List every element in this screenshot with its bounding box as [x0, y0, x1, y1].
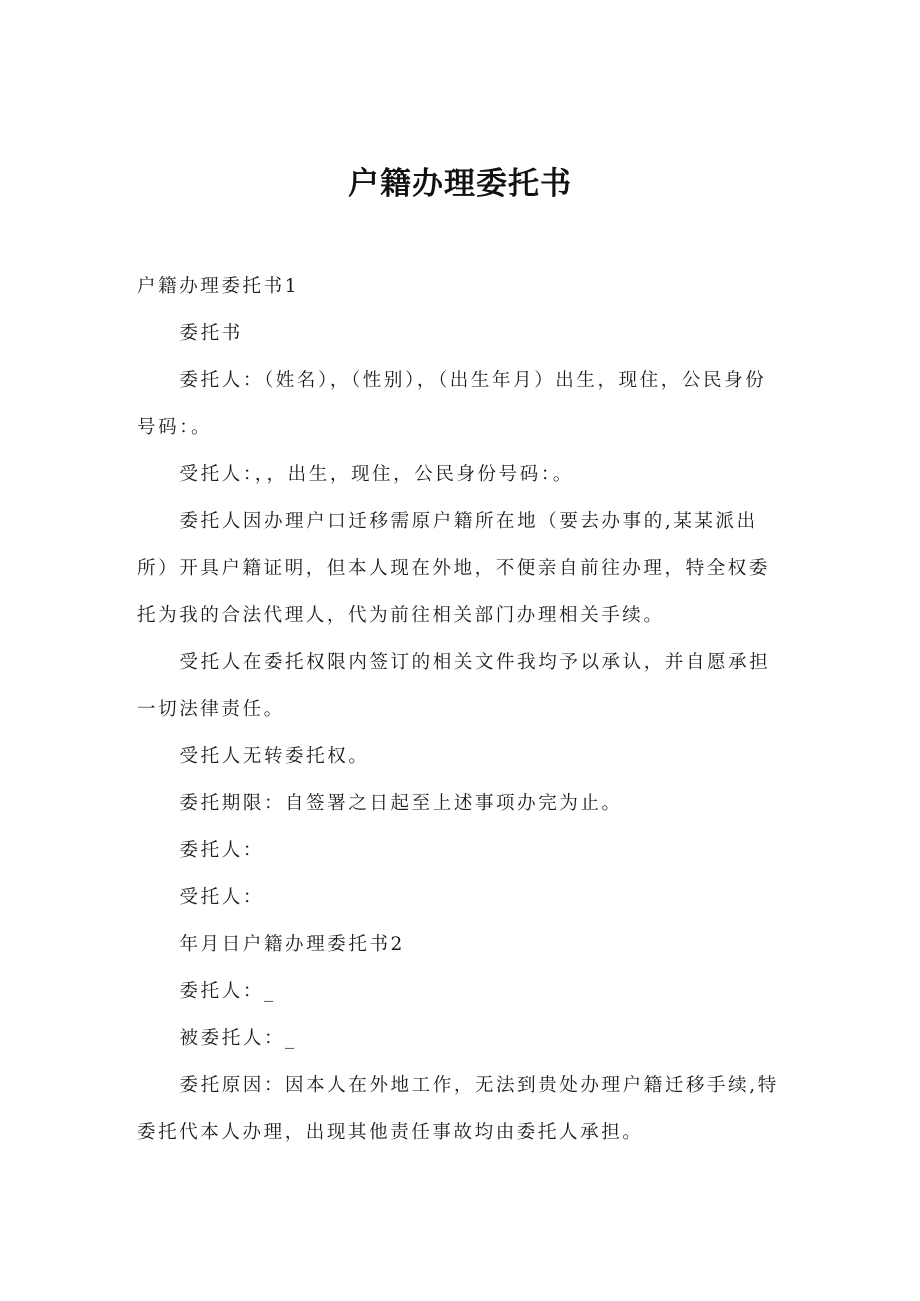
sub-heading: 委托书	[179, 323, 243, 344]
field-agent: 被委托人：_	[179, 1028, 297, 1049]
signature-principal: 委托人：	[179, 840, 264, 861]
field-principal: 委托人：_	[179, 981, 276, 1002]
paragraph-principal-info: 委托人：（姓名），（性别），（出生年月）出生，现住，公民身份号码：。	[137, 370, 767, 438]
paragraph-agent-info: 受托人：，，出生，现住，公民身份号码：。	[179, 464, 574, 485]
date-and-heading-2: 年月日户籍办理委托书2	[179, 934, 405, 955]
document-body	[137, 263, 787, 1156]
paragraph-no-subdelegation: 受托人无转委托权。	[179, 746, 370, 767]
paragraph-term: 委托期限：自签署之日起至上述事项办完为止。	[179, 793, 623, 814]
paragraph-reason: 委托人因办理户口迁移需原户籍所在地（要去办事的,某某派出所）开具户籍证明，但本人现在外地，不便亲自前往办理，特全权委托为我的合法代理人，代为前往相关部门办理相关手续。	[137, 511, 771, 626]
paragraph-liability: 受托人在委托权限内签订的相关文件我均予以承认，并自愿承担一切法律责任。	[137, 652, 771, 720]
document-title: 户籍办理委托书	[348, 166, 572, 202]
section-heading-1: 户籍办理委托书1	[137, 276, 300, 297]
signature-agent: 受托人：	[179, 887, 264, 908]
paragraph-delegation-reason: 委托原因：因本人在外地工作，无法到贵处办理户籍迁移手续,特委托代本人办理，出现其他责任事故均由委托人承担。	[137, 1075, 779, 1143]
